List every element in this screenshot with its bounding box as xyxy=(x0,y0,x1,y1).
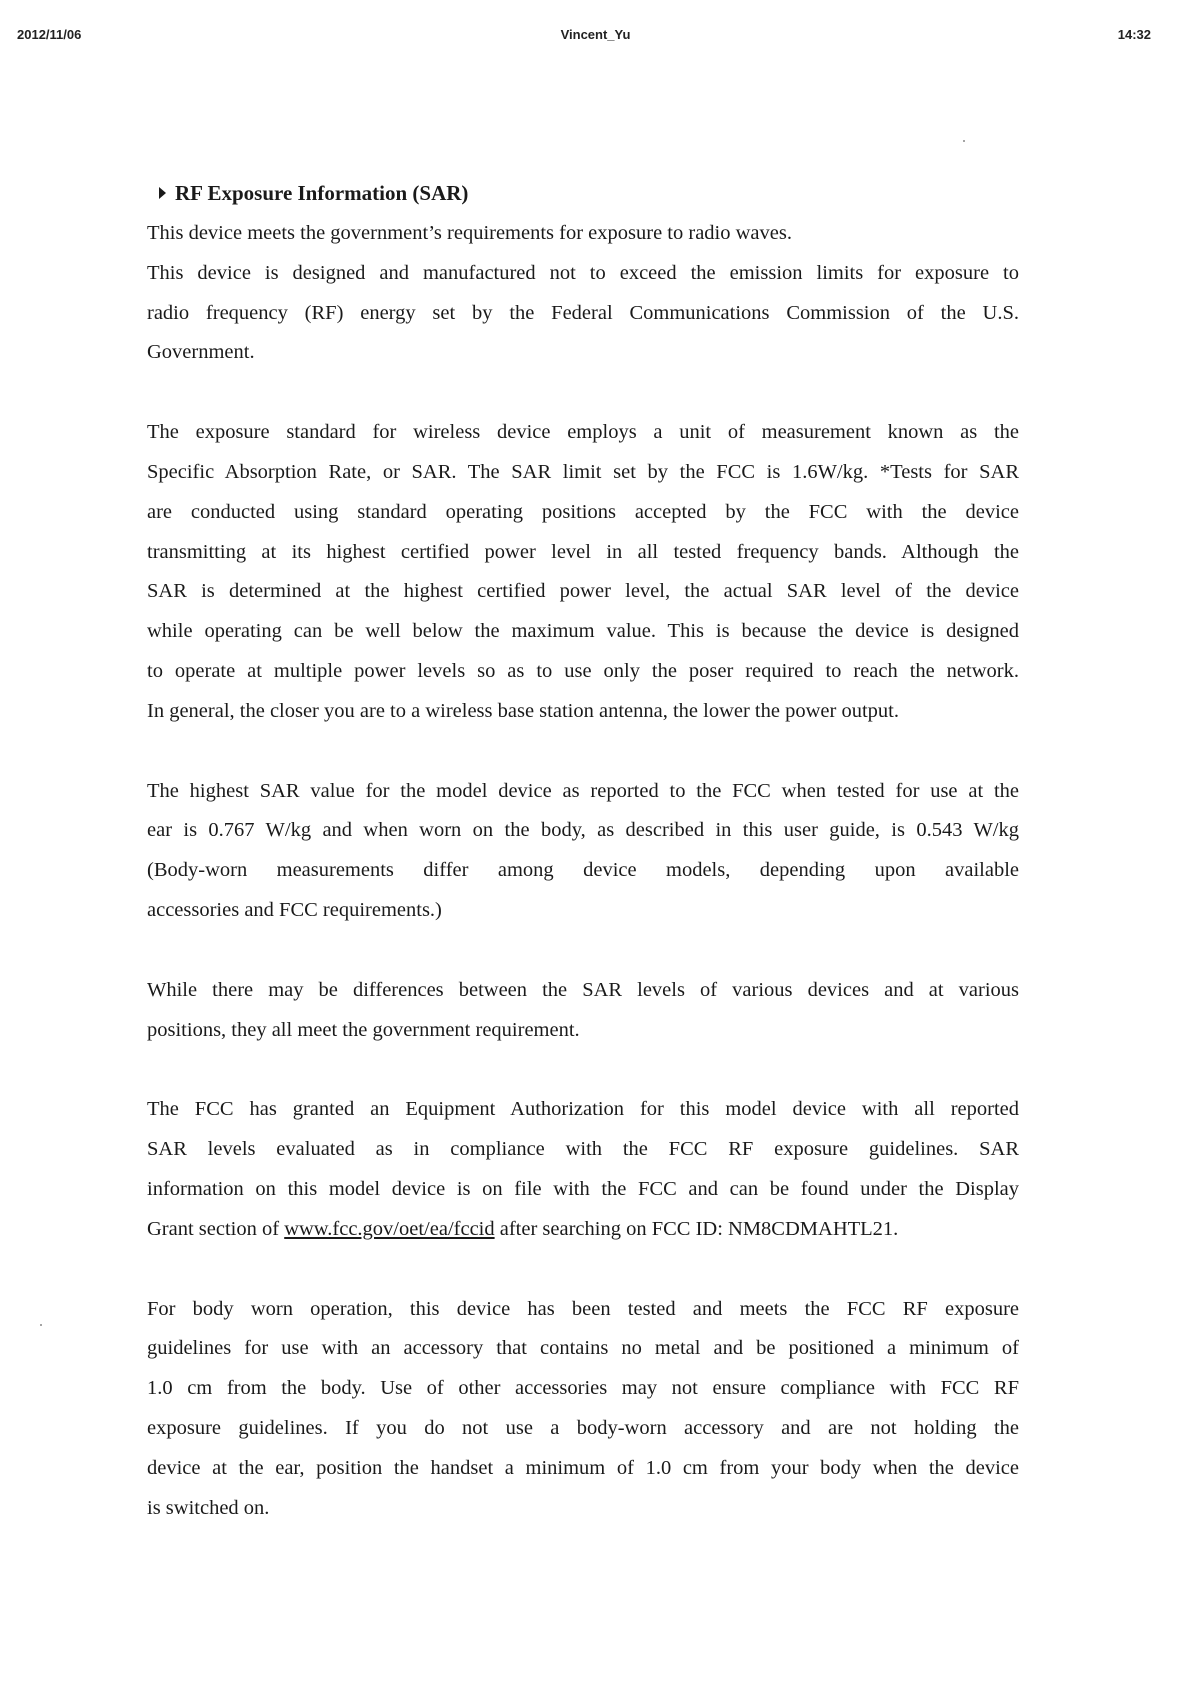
text-line: (Body-worn measurements differ among device models, depending upon available xyxy=(147,859,1019,882)
exposure-standard-paragraph xyxy=(147,413,1019,731)
text-line: Specific Absorption Rate, or SAR. The SAR limit set by the FCC is 1.6W/kg. *Tests for SAR xyxy=(147,460,1019,483)
section-title: RF Exposure Information (SAR) xyxy=(175,181,469,205)
text-line: information on this model device is on file with the FCC and can be found under the Display xyxy=(147,1177,1019,1200)
section-heading xyxy=(147,176,1019,210)
grant-suffix: after searching on FCC ID: NM8CDMAHTL21. xyxy=(494,1217,899,1240)
text-line: Government. xyxy=(147,341,255,364)
text-line: The FCC has granted an Equipment Authorization for this model device with all reported xyxy=(147,1098,1019,1121)
intro-paragraph xyxy=(147,214,1019,373)
text-line: This device meets the government’s requirements for exposure to radio waves. xyxy=(147,222,792,244)
text-line: radio frequency (RF) energy set by the Federal Communications Commission of the U.S. xyxy=(147,301,1019,324)
text-line: is switched on. xyxy=(147,1496,270,1519)
document-body xyxy=(147,176,1019,1528)
grant-prefix: Grant section of xyxy=(147,1217,285,1240)
text-line: While there may be differences between the SAR levels of various devices and at various xyxy=(147,978,1019,1001)
text-line: transmitting at its highest certified power level in all tested frequency bands. Although the xyxy=(147,540,1019,563)
text-line: guidelines for use with an accessory that contains no metal and be positioned a minimum of xyxy=(147,1337,1019,1360)
text-line: while operating can be well below the maximum value. This is because the device is designed xyxy=(147,620,1019,643)
text-line: The highest SAR value for the model device as reported to the FCC when tested for use at the xyxy=(147,779,1019,802)
text-line: SAR is determined at the highest certified power level, the actual SAR level of the device xyxy=(147,580,1019,603)
text-line: accessories and FCC requirements.) xyxy=(147,898,442,921)
fcc-authorization-paragraph xyxy=(147,1090,1019,1249)
text-line: ear is 0.767 W/kg and when worn on the body, as described in this user guide, is 0.543 W/kg xyxy=(147,819,1019,842)
text-line: 1.0 cm from the body. Use of other accessories may not ensure compliance with FCC RF xyxy=(147,1377,1019,1400)
text-line: device at the ear, position the handset a minimum of 1.0 cm from your body when the device xyxy=(147,1456,1019,1479)
differences-paragraph xyxy=(147,971,1019,1051)
print-date: 2012/11/06 xyxy=(17,27,82,42)
fcc-id-link[interactable]: www.fcc.gov/oet/ea/fccid xyxy=(284,1217,495,1240)
text-line: This device is designed and manufactured not to exceed the emission limits for exposure to xyxy=(147,261,1019,284)
text-line: In general, the closer you are to a wireless base station antenna, the lower the power output. xyxy=(147,699,899,722)
body-worn-paragraph xyxy=(147,1290,1019,1529)
text-line: exposure guidelines. If you do not use a body-worn accessory and are not holding the xyxy=(147,1416,1019,1439)
highest-sar-paragraph xyxy=(147,772,1019,931)
text-line: positions, they all meet the government requirement. xyxy=(147,1018,580,1041)
text-line: to operate at multiple power levels so as to use only the poser required to reach the network. xyxy=(147,659,1019,682)
text-line: The exposure standard for wireless device employs a unit of measurement known as the xyxy=(147,421,1019,444)
bullet-arrow-icon xyxy=(159,187,166,199)
print-header xyxy=(0,27,1191,47)
scan-speck xyxy=(40,1324,42,1326)
print-user: Vincent_Yu xyxy=(560,27,631,42)
scan-speck xyxy=(963,140,965,142)
text-line xyxy=(147,1210,1019,1250)
text-line: SAR levels evaluated as in compliance with the FCC RF exposure guidelines. SAR xyxy=(147,1138,1019,1161)
text-line: For body worn operation, this device has been tested and meets the FCC RF exposure xyxy=(147,1297,1019,1320)
text-line: are conducted using standard operating positions accepted by the FCC with the device xyxy=(147,500,1019,523)
print-time: 14:32 xyxy=(1117,27,1151,42)
